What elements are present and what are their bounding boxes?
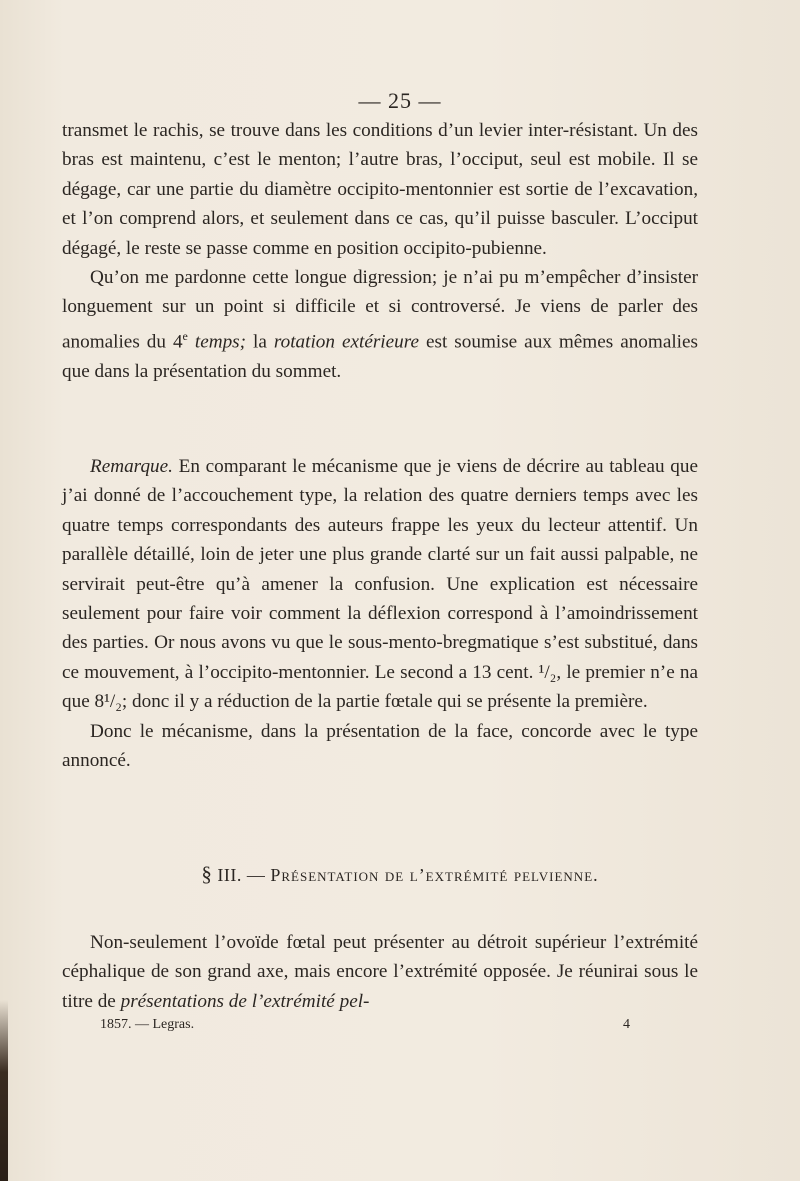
text-span: est soumise aux mêmes anomalies que dans la présentation du sommet. xyxy=(62,331,698,382)
signature-mark: 4 xyxy=(623,1017,630,1032)
text-span: ; donc il y a réduction de la partie fœtale qui se présente la première. xyxy=(121,691,648,713)
italic-text: temps; xyxy=(187,331,247,353)
text-span: En comparant le mécanisme que je viens de décrire au tableau que j’ai donné de l’accouchement type, la relation des quatre derniers temps avec les quatre temps correspondants des auteurs frappe les yeux du lecteur attentif. Un parallèle détaillé, loin de jeter une plus grande clarté sur un fait aussi palpable, ne servirait peut-être qu’à amener la confusion. Une explication est nécessaire seulement pour faire voir comment la déflexion correspond à l’amoindrissement des parties. Or nous avons vu que le sous-mento-bregmatique s’est substitué, dans ce mouvement, à l’occipito-mentonnier. Le second a 13 cent. xyxy=(62,456,698,683)
paragraph: Donc le mécanisme, dans la présentation de la face, concorde avec le type annoncé. xyxy=(62,720,698,772)
italic-text: rotation extérieure xyxy=(273,331,420,353)
remarque-label: Remarque. xyxy=(90,456,173,477)
text-span: Qu’on me pardonne cette longue digression; je n’ai pu m’empêcher d’insister longuement sur un point si difficile et si controversé. Je viens de parler des anomalies du 4 xyxy=(62,267,698,353)
text-span: la xyxy=(246,331,274,353)
paragraph xyxy=(62,452,698,717)
page-number: — 25 — xyxy=(358,88,442,113)
section-mark: § xyxy=(201,862,213,886)
text-block-opening xyxy=(62,116,698,386)
section-heading xyxy=(0,862,800,887)
text-block-remarque xyxy=(62,452,698,775)
text-span: Non-seulement l’ovoïde fœtal peut présenter au détroit supérieur l’extrémité céphalique de son grand axe, mais encore l’extrémité opposée. Je réunirai sous le titre de xyxy=(62,932,698,1012)
fraction: ¹/₂ xyxy=(538,661,557,683)
section-numeral: III. xyxy=(217,865,242,885)
footer-imprint: 1857. — Legras. xyxy=(100,1017,195,1032)
text-span: , le premier n’e na que 8 xyxy=(62,661,698,713)
paragraph xyxy=(62,263,698,386)
paragraph: transmet le rachis, se trouve dans les conditions d’un levier inter-résistant. Un des bras est maintenu, c’est le menton; l’autre bras, l’occiput, seul est mobile. Il se dégage, car une partie du diamètre occipito-mentonnier est sortie de l’excavation, et l’on comprend alors, et seulement dans ce cas, qu’il puisse basculer. L’occiput dégagé, le reste se passe comme en position occipito-pubienne. xyxy=(62,120,698,259)
printer-footer xyxy=(100,1017,630,1033)
fraction: ¹/₂ xyxy=(104,691,122,713)
text-block-section xyxy=(62,928,698,1016)
page-spine-shadow xyxy=(0,1000,8,1181)
italic-text: présentations de l’extrémité pel- xyxy=(120,990,370,1012)
paragraph xyxy=(62,928,698,1016)
heading-dash: — xyxy=(246,865,266,885)
section-title: Présentation de l’extrémité pelvienne. xyxy=(270,865,599,885)
superscript: e xyxy=(182,328,188,343)
